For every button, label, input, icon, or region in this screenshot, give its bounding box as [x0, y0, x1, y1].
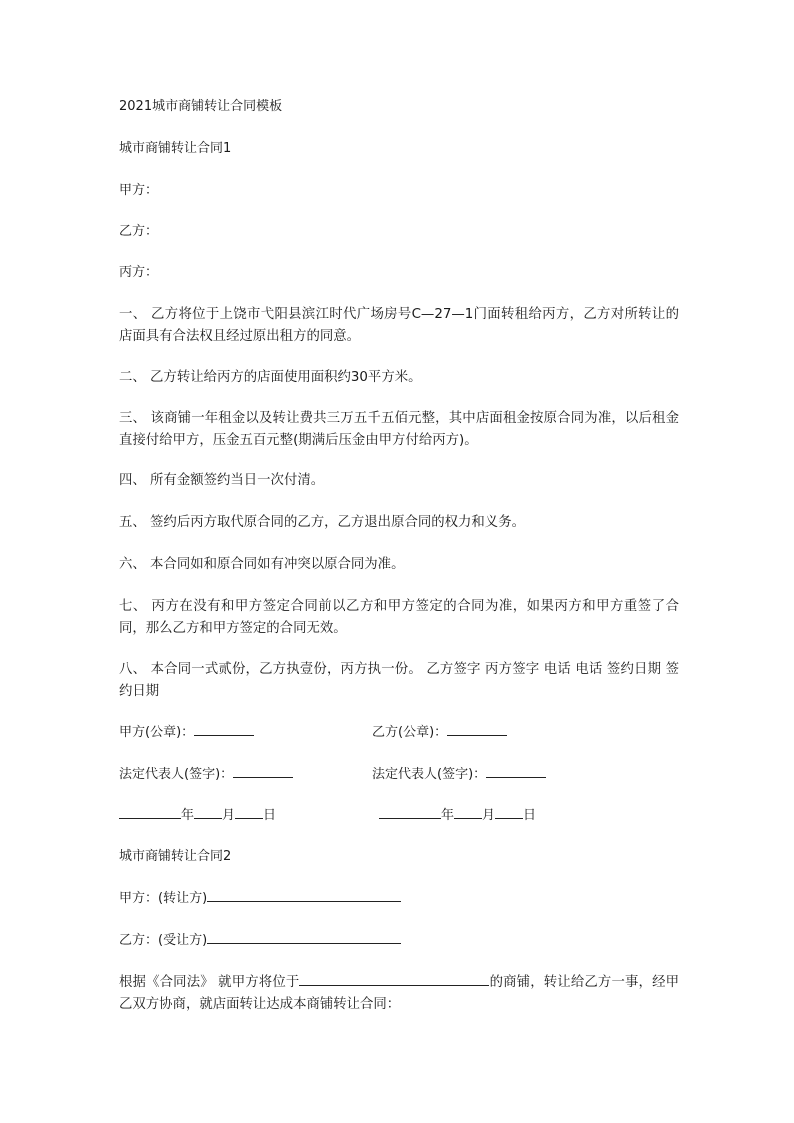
transferee-label: 乙方：(受让方): [119, 933, 208, 948]
contract2-intro: [119, 971, 679, 1016]
party-a-seal-blank: [194, 721, 254, 736]
contract1-heading: 城市商铺转让合同1: [119, 141, 232, 156]
party-a-rep-blank: [233, 763, 293, 778]
transferee-row: [119, 929, 401, 952]
transferor-label: 甲方：(转让方): [119, 891, 208, 906]
clause-2: 二、 乙方转让给丙方的店面使用面积约30平方米。: [119, 370, 422, 385]
month-label: 月: [222, 808, 236, 823]
clause-5: 五、 签约后丙方取代原合同的乙方，乙方退出原合同的权力和义务。: [119, 515, 525, 530]
year-blank: [379, 804, 441, 819]
clause-6: 六、 本合同如和原合同如有冲突以原合同为准。: [119, 557, 405, 572]
party-c-label: 丙方：: [119, 265, 159, 280]
date-row-left: [119, 804, 276, 827]
clause-3: 三、 该商铺一年租金以及转让费共三万五千五佰元整，其中店面租金按原合同为准，以后租金直接付给甲方，压金五百元整(期满后压金由甲方付给丙方)。: [119, 411, 679, 448]
year-label: 年: [441, 808, 455, 823]
clause-4: 四、 所有金额签约当日一次付清。: [119, 473, 325, 488]
clause-8: 八、 本合同一式贰份，乙方执壹份，丙方执一份。 乙方签字 丙方签字 电话 电话 签约日期 签约日期: [119, 662, 679, 699]
day-blank: [235, 804, 263, 819]
year-blank: [119, 804, 181, 819]
contract2-heading: 城市商铺转让合同2: [119, 849, 232, 864]
month-blank: [194, 804, 222, 819]
month-label: 月: [482, 808, 496, 823]
shop-location-blank: [299, 971, 489, 986]
party-a-label: 甲方：: [119, 183, 159, 198]
intro-prefix: 根据《合同法》 就甲方将位于: [119, 975, 300, 990]
signature-row-rep-right: [372, 763, 546, 786]
year-label: 年: [181, 808, 195, 823]
signature-row-seal-right: [372, 721, 507, 744]
day-label: 日: [263, 808, 277, 823]
clause-7: 七、 丙方在没有和甲方签定合同前以乙方和甲方签定的合同为准，如果丙方和甲方重签了合同，那么乙方和甲方签定的合同无效。: [119, 599, 679, 636]
party-b-rep-label: 法定代表人(签字)：: [372, 767, 487, 782]
transferor-row: [119, 887, 401, 910]
month-blank: [454, 804, 482, 819]
document-title: 2021城市商铺转让合同模板: [119, 99, 283, 114]
party-b-label: 乙方：: [119, 224, 159, 239]
party-b-rep-blank: [486, 763, 546, 778]
party-b-seal-label: 乙方(公章)：: [372, 725, 448, 740]
transferor-blank: [207, 887, 401, 902]
party-a-rep-label: 法定代表人(签字)：: [119, 767, 234, 782]
party-a-seal-label: 甲方(公章)：: [119, 725, 195, 740]
clause-1: 一、 乙方将位于上饶市弋阳县滨江时代广场房号C—27—1门面转租给丙方，乙方对所转让的店面具有合法权且经过原出租方的同意。: [119, 307, 679, 344]
intro-suffix: 的商铺，转让给乙方一事，经甲乙双方协商，就店面转让达成本商铺转让合同：: [119, 975, 679, 1012]
signature-row-seal-left: [119, 721, 254, 744]
day-label: 日: [523, 808, 537, 823]
signature-row-rep-left: [119, 763, 293, 786]
party-b-seal-blank: [447, 721, 507, 736]
day-blank: [495, 804, 523, 819]
date-row-right: [379, 804, 536, 827]
transferee-blank: [207, 929, 401, 944]
